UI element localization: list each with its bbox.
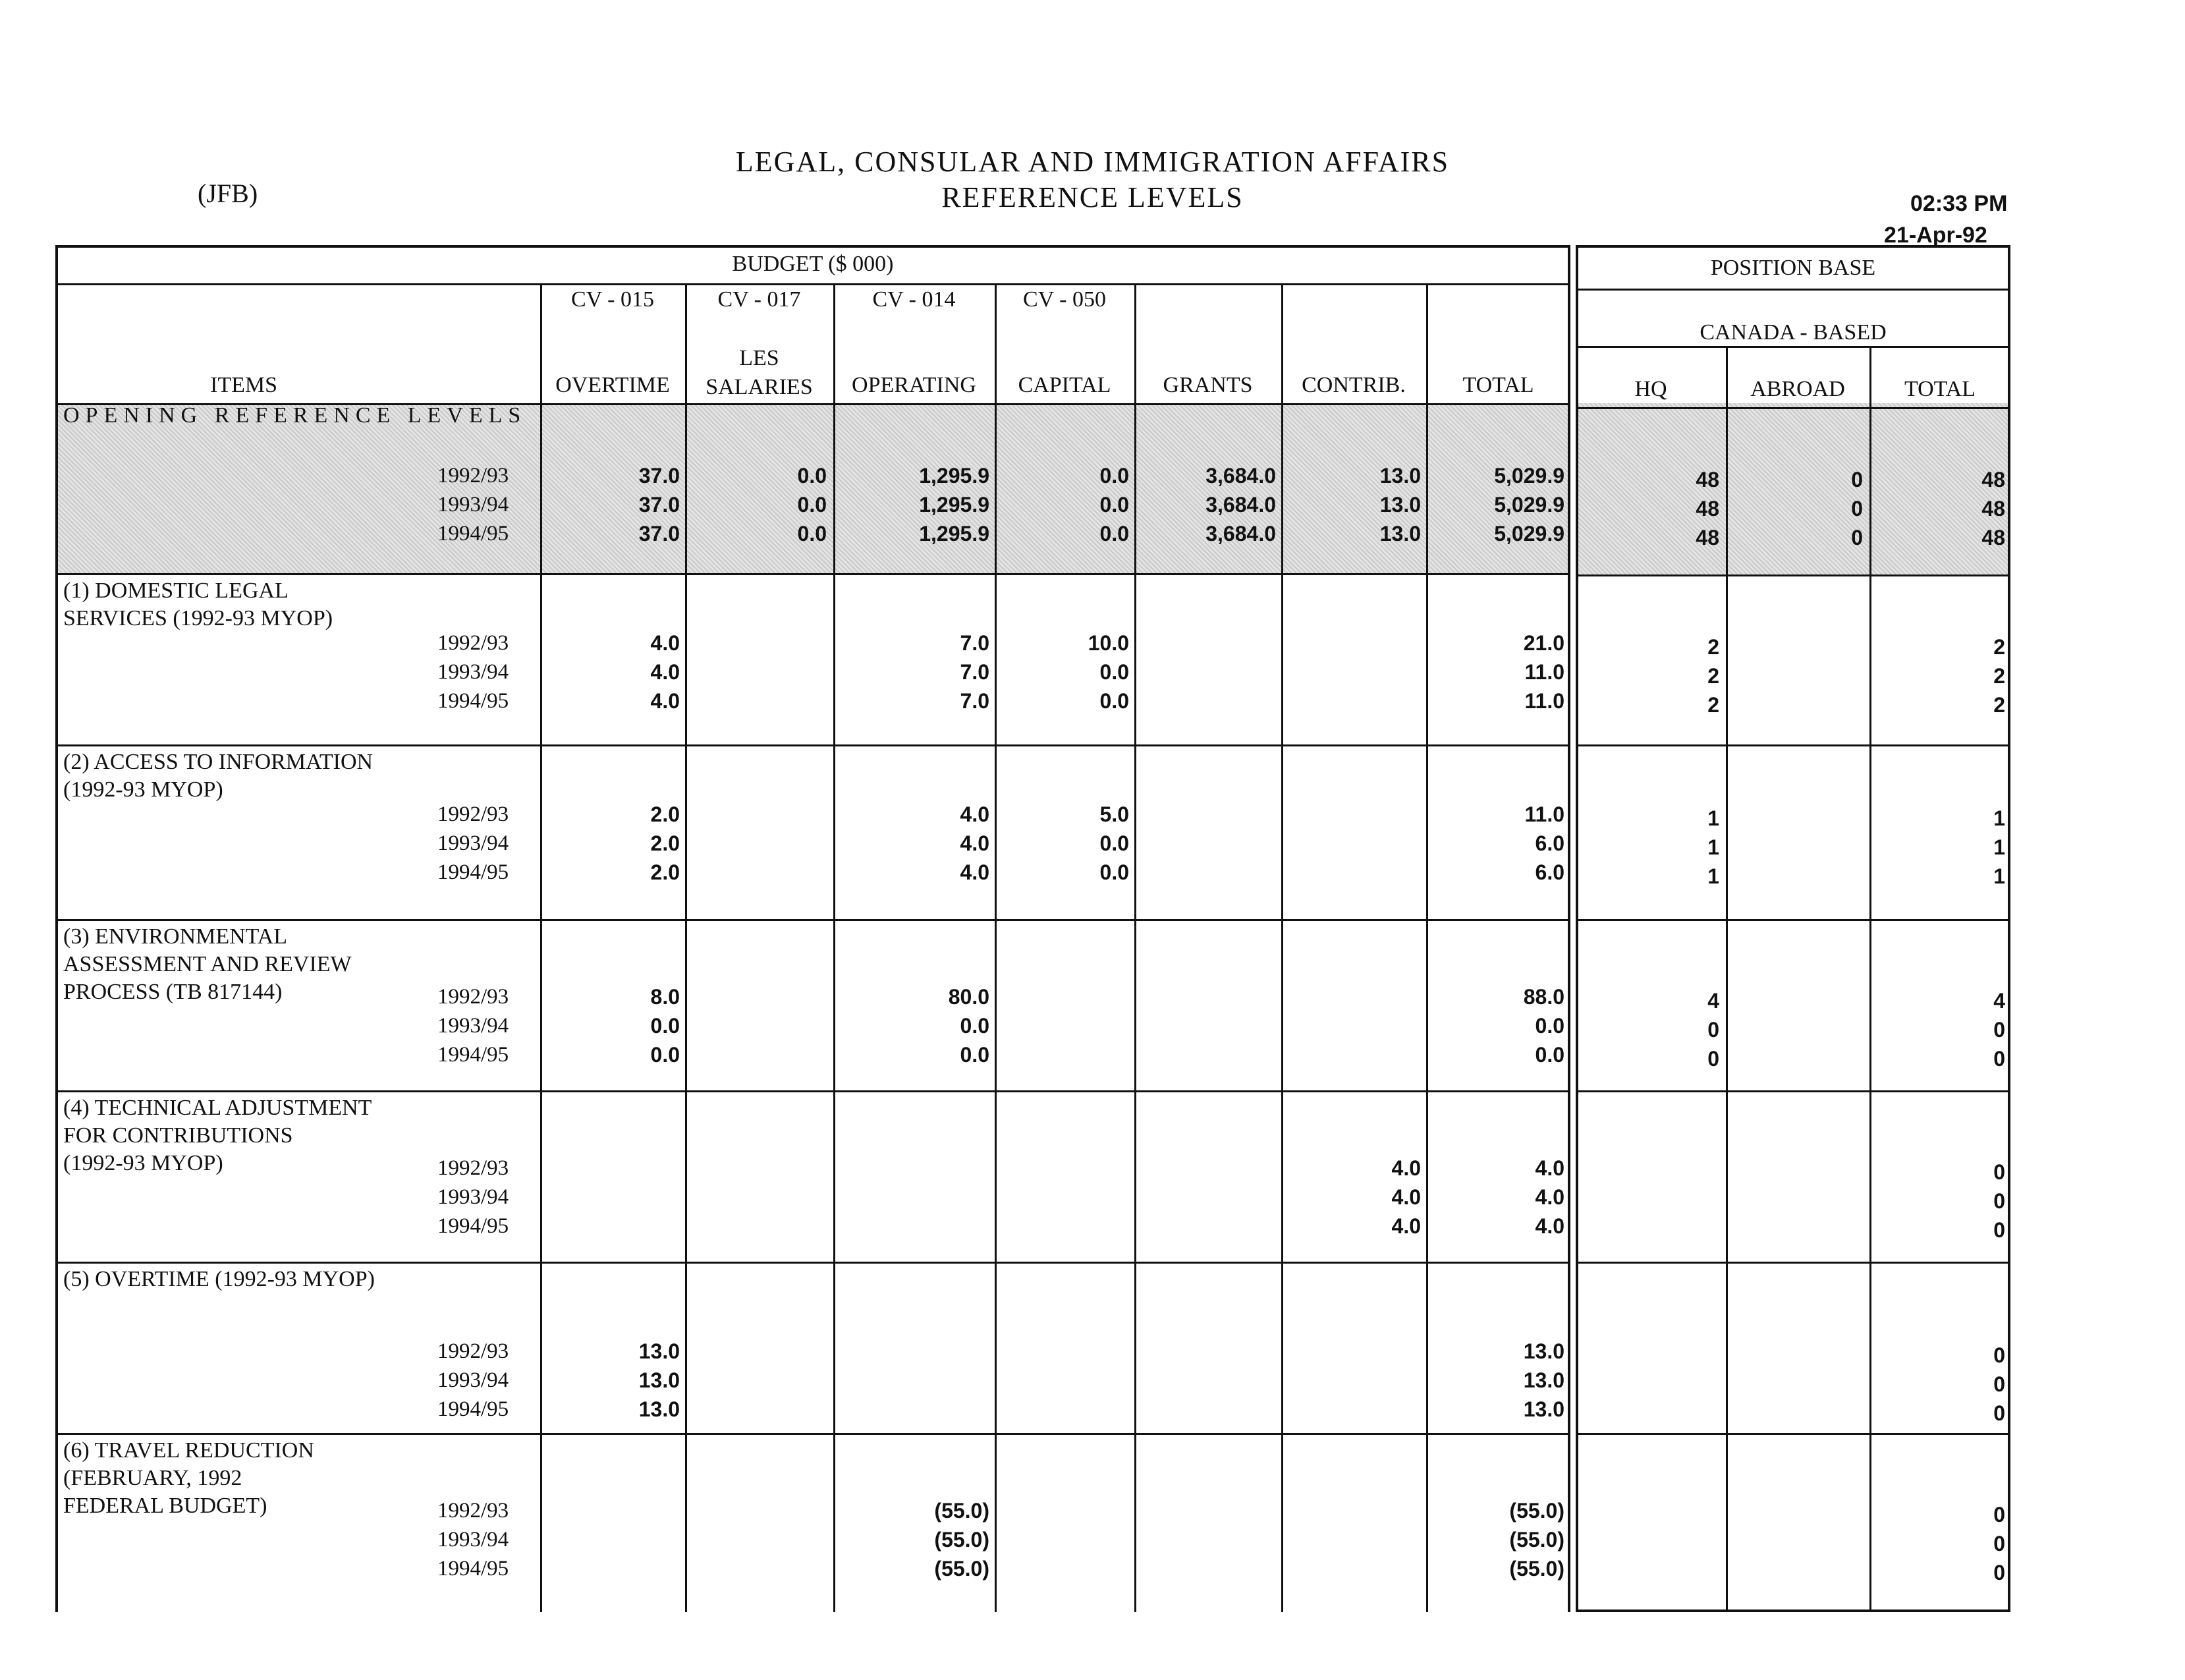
budget-value-cell: 7.0 <box>960 660 989 684</box>
position-value-cell: 2 <box>1707 664 1719 688</box>
fiscal-year-label: 1993/94 <box>437 1014 509 1038</box>
fiscal-year-label: 1993/94 <box>437 1528 509 1552</box>
position-value-cell: 2 <box>1707 635 1719 659</box>
budget-value-cell: 13.0 <box>638 1397 680 1421</box>
budget-value-cell: 13.0 <box>1379 464 1421 488</box>
fiscal-year-label: 1994/95 <box>437 1043 509 1067</box>
budget-value-cell: 0.0 <box>1099 464 1129 488</box>
items-header: ITEMS <box>210 373 277 397</box>
budget-value-cell: 4.0 <box>650 631 680 655</box>
position-value-cell: 4 <box>1993 989 2005 1013</box>
budget-value-cell: (55.0) <box>1509 1499 1564 1523</box>
col-code-overtime: CV - 015 <box>571 287 654 312</box>
col-code-les-salaries: CV - 017 <box>717 287 801 312</box>
position-value-cell: 0 <box>1993 1503 2005 1526</box>
budget-value-cell: (55.0) <box>934 1499 989 1523</box>
budget-value-cell: 13.0 <box>638 1368 680 1392</box>
position-value-cell: 0 <box>1851 526 1863 549</box>
fiscal-year-label: 1992/93 <box>437 631 509 655</box>
col-label-position-total: TOTAL <box>1904 377 1976 401</box>
budget-value-cell: 11.0 <box>1524 660 1564 684</box>
budget-value-cell: 3,684.0 <box>1205 464 1276 488</box>
fiscal-year-label: 1994/95 <box>437 1557 509 1581</box>
budget-value-cell: 4.0 <box>1535 1156 1564 1180</box>
budget-header: BUDGET ($ 000) <box>732 252 894 276</box>
budget-value-cell: 0.0 <box>797 493 827 517</box>
budget-value-cell: 37.0 <box>638 522 680 546</box>
position-value-cell: 48 <box>1981 497 2005 520</box>
section-label: (6) TRAVEL REDUCTION (FEBRUARY, 1992 FEDERAL BUDGET) <box>63 1438 314 1518</box>
opening-levels-shading <box>58 403 1568 574</box>
budget-value-cell: 1,295.9 <box>919 493 989 517</box>
budget-value-cell: 5,029.9 <box>1494 522 1564 546</box>
budget-value-cell: (55.0) <box>934 1528 989 1552</box>
budget-value-cell: 1,295.9 <box>919 464 989 488</box>
col-label-capital: CAPITAL <box>1018 373 1111 397</box>
section-label: (4) TECHNICAL ADJUSTMENT FOR CONTRIBUTIONS (1992-93 MYOP) <box>63 1096 372 1175</box>
budget-value-cell: 0.0 <box>1099 660 1129 684</box>
budget-value-cell: 11.0 <box>1524 802 1564 826</box>
budget-value-cell: 0.0 <box>650 1014 680 1038</box>
print-date: 21-Apr-92 <box>1884 223 1987 248</box>
position-value-cell: 48 <box>1981 526 2005 549</box>
position-value-cell: 1 <box>1707 864 1719 888</box>
position-value-cell: 1 <box>1707 806 1719 830</box>
budget-value-cell: 80.0 <box>948 985 989 1009</box>
budget-value-cell: 2.0 <box>650 802 680 826</box>
budget-value-cell: 4.0 <box>1535 1185 1564 1209</box>
col-label-hq: HQ <box>1634 377 1667 401</box>
budget-value-cell: 5,029.9 <box>1494 464 1564 488</box>
section-label-opening: OPENING REFERENCE LEVELS <box>63 403 527 428</box>
col-label-overtime: OVERTIME <box>555 373 670 397</box>
budget-value-cell: 0.0 <box>1099 831 1129 855</box>
budget-value-cell: 0.0 <box>1099 860 1129 884</box>
position-value-cell: 0 <box>1993 1218 2005 1242</box>
fiscal-year-label: 1992/93 <box>437 802 509 826</box>
position-value-cell: 0 <box>1993 1018 2005 1042</box>
col-code-operating: CV - 014 <box>872 287 956 312</box>
position-value-cell: 0 <box>1993 1160 2005 1184</box>
position-value-cell: 4 <box>1707 989 1719 1013</box>
position-value-cell: 1 <box>1993 806 2005 830</box>
position-base-header: POSITION BASE <box>1710 256 1876 280</box>
position-value-cell: 0 <box>1851 468 1863 491</box>
position-value-cell: 0 <box>1993 1561 2005 1584</box>
fiscal-year-label: 1993/94 <box>437 493 509 517</box>
budget-value-cell: 1,295.9 <box>919 522 989 546</box>
budget-value-cell: (55.0) <box>934 1557 989 1581</box>
budget-value-cell: 2.0 <box>650 831 680 855</box>
budget-value-cell: (55.0) <box>1509 1528 1564 1552</box>
section-label: (2) ACCESS TO INFORMATION (1992-93 MYOP) <box>63 750 373 802</box>
budget-value-cell: 13.0 <box>1523 1368 1564 1392</box>
budget-value-cell: 13.0 <box>1379 522 1421 546</box>
position-value-cell: 0 <box>1993 1532 2005 1555</box>
budget-value-cell: 4.0 <box>650 660 680 684</box>
fiscal-year-label: 1992/93 <box>437 1339 509 1363</box>
document-code: (JFB) <box>198 179 258 208</box>
section-label: (1) DOMESTIC LEGAL SERVICES (1992-93 MYOP) <box>63 578 333 630</box>
budget-value-cell: 0.0 <box>1535 1014 1564 1038</box>
position-value-cell: 1 <box>1993 835 2005 859</box>
budget-value-cell: 88.0 <box>1523 985 1564 1009</box>
fiscal-year-label: 1992/93 <box>437 1156 509 1180</box>
budget-value-cell: 37.0 <box>638 493 680 517</box>
budget-value-cell: 4.0 <box>1391 1214 1421 1238</box>
budget-value-cell: 6.0 <box>1535 860 1564 884</box>
fiscal-year-label: 1992/93 <box>437 985 509 1009</box>
position-value-cell: 0 <box>1993 1372 2005 1396</box>
position-value-cell: 48 <box>1696 497 1719 520</box>
opening-positions-shading <box>1578 403 2008 574</box>
budget-value-cell: 0.0 <box>1535 1043 1564 1067</box>
budget-value-cell: 0.0 <box>960 1014 989 1038</box>
budget-value-cell: 0.0 <box>1099 522 1129 546</box>
budget-value-cell: 13.0 <box>1379 493 1421 517</box>
budget-value-cell: 4.0 <box>1391 1185 1421 1209</box>
budget-value-cell: 13.0 <box>1523 1397 1564 1421</box>
budget-value-cell: 4.0 <box>650 689 680 713</box>
fiscal-year-label: 1994/95 <box>437 1214 509 1238</box>
fiscal-year-label: 1993/94 <box>437 1185 509 1209</box>
fiscal-year-label: 1994/95 <box>437 1397 509 1421</box>
fiscal-year-label: 1992/93 <box>437 1499 509 1523</box>
position-value-cell: 48 <box>1981 468 2005 491</box>
fiscal-year-label: 1992/93 <box>437 464 509 488</box>
budget-value-cell: 7.0 <box>960 631 989 655</box>
print-time: 02:33 PM <box>1910 191 2008 216</box>
budget-value-cell: 0.0 <box>797 464 827 488</box>
position-value-cell: 0 <box>1707 1047 1719 1071</box>
col-code-capital: CV - 050 <box>1023 287 1106 312</box>
position-value-cell: 48 <box>1696 526 1719 549</box>
budget-value-cell: 5.0 <box>1099 802 1129 826</box>
position-value-cell: 0 <box>1707 1018 1719 1042</box>
budget-value-cell: 0.0 <box>1099 493 1129 517</box>
fiscal-year-label: 1994/95 <box>437 689 509 713</box>
col-label-grants: GRANTS <box>1163 373 1253 397</box>
fiscal-year-label: 1994/95 <box>437 522 509 546</box>
col-label-operating: OPERATING <box>852 373 976 397</box>
col-label-total: TOTAL <box>1462 373 1534 397</box>
budget-value-cell: 3,684.0 <box>1205 522 1276 546</box>
budget-value-cell: 4.0 <box>960 802 989 826</box>
budget-value-cell: 0.0 <box>960 1043 989 1067</box>
document-title: LEGAL, CONSULAR AND IMMIGRATION AFFAIRS <box>735 146 1450 178</box>
budget-value-cell: 6.0 <box>1535 831 1564 855</box>
section-label: (3) ENVIRONMENTAL ASSESSMENT AND REVIEW PROCESS (TB 817144) <box>63 924 352 1004</box>
position-value-cell: 0 <box>1851 497 1863 520</box>
canada-based-header: CANADA - BASED <box>1700 320 1887 345</box>
budget-value-cell: 0.0 <box>797 522 827 546</box>
col-label-les-salaries: LES SALARIES <box>705 346 813 399</box>
fiscal-year-label: 1993/94 <box>437 831 509 855</box>
col-label-abroad: ABROAD <box>1750 377 1845 401</box>
budget-value-cell: 0.0 <box>1099 689 1129 713</box>
position-value-cell: 0 <box>1993 1343 2005 1367</box>
position-value-cell: 0 <box>1993 1189 2005 1213</box>
position-value-cell: 48 <box>1696 468 1719 491</box>
position-value-cell: 2 <box>1993 693 2005 717</box>
budget-value-cell: 4.0 <box>1391 1156 1421 1180</box>
budget-value-cell: 7.0 <box>960 689 989 713</box>
budget-value-cell: 21.0 <box>1523 631 1564 655</box>
col-label-contrib: CONTRIB. <box>1302 373 1406 397</box>
budget-value-cell: 37.0 <box>638 464 680 488</box>
fiscal-year-label: 1994/95 <box>437 860 509 884</box>
position-value-cell: 1 <box>1993 864 2005 888</box>
position-value-cell: 2 <box>1993 635 2005 659</box>
position-value-cell: 0 <box>1993 1047 2005 1071</box>
budget-value-cell: 11.0 <box>1524 689 1564 713</box>
position-value-cell: 2 <box>1707 693 1719 717</box>
position-value-cell: 2 <box>1993 664 2005 688</box>
budget-value-cell: 2.0 <box>650 860 680 884</box>
budget-value-cell: 10.0 <box>1088 631 1129 655</box>
budget-value-cell: (55.0) <box>1509 1557 1564 1581</box>
budget-value-cell: 13.0 <box>1523 1339 1564 1363</box>
budget-value-cell: 4.0 <box>960 860 989 884</box>
budget-value-cell: 13.0 <box>638 1339 680 1363</box>
fiscal-year-label: 1993/94 <box>437 660 509 684</box>
budget-value-cell: 0.0 <box>650 1043 680 1067</box>
fiscal-year-label: 1993/94 <box>437 1368 509 1392</box>
budget-value-cell: 4.0 <box>1535 1214 1564 1238</box>
position-value-cell: 1 <box>1707 835 1719 859</box>
budget-value-cell: 8.0 <box>650 985 680 1009</box>
budget-value-cell: 5,029.9 <box>1494 493 1564 517</box>
position-value-cell: 0 <box>1993 1401 2005 1425</box>
document-subtitle: REFERENCE LEVELS <box>941 181 1244 213</box>
budget-value-cell: 4.0 <box>960 831 989 855</box>
budget-value-cell: 3,684.0 <box>1205 493 1276 517</box>
section-label: (5) OVERTIME (1992-93 MYOP) <box>63 1267 375 1291</box>
